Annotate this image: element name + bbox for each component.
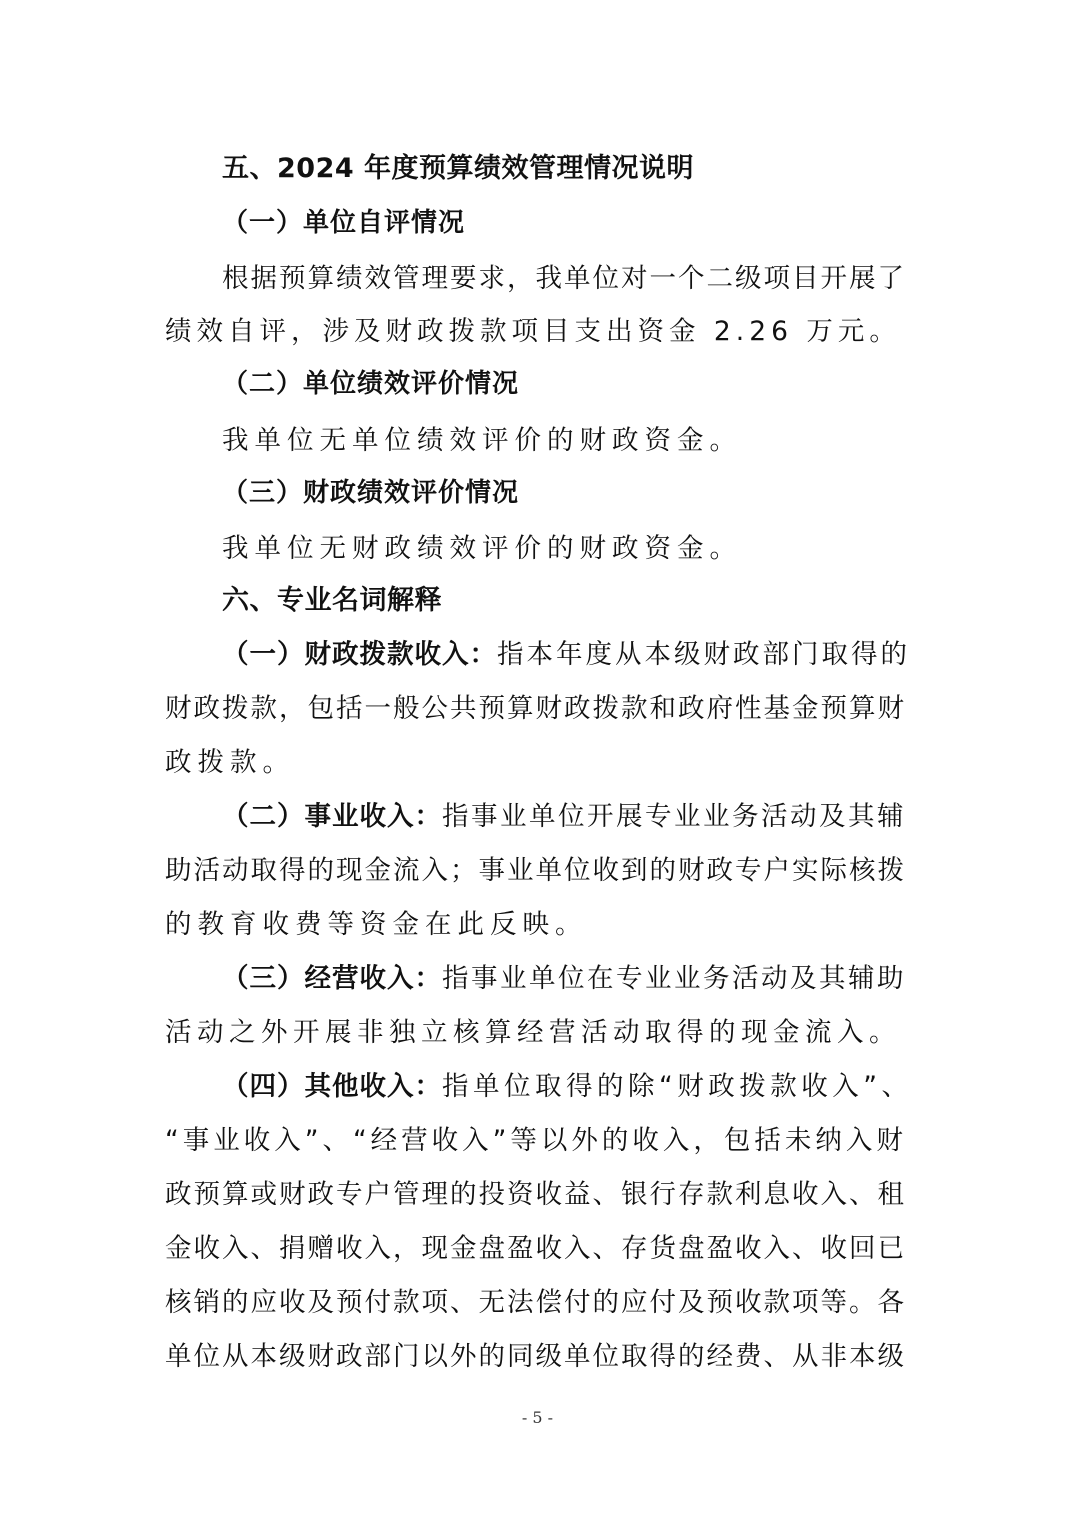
paragraph-line: 的教育收费等资金在此反映。 (165, 909, 588, 940)
definition-term: （四）其他收入： (222, 1071, 442, 1102)
paragraph-line: 核销的应收及预付款项、无法偿付的应付及预收款项等。各 (165, 1287, 906, 1318)
definition-line (222, 794, 906, 833)
paragraph-line: 政预算或财政专户管理的投资收益、银行存款利息收入、租 (165, 1179, 906, 1210)
definition-text: 指单位取得的除“财政拨款收入”、 (442, 1071, 913, 1102)
section-5-2-heading: （二）单位绩效评价情况 (222, 369, 520, 399)
paragraph-line: 我单位无财政绩效评价的财政资金。 (222, 533, 742, 564)
paragraph-line: 助活动取得的现金流入；事业单位收到的财政专户实际核拨 (165, 855, 906, 886)
paragraph-line: 我单位无单位绩效评价的财政资金。 (222, 425, 742, 456)
paragraph-line: 根据预算绩效管理要求，我单位对一个二级项目开展了 (222, 263, 906, 294)
section-5-heading: 五、2024 年度预算绩效管理情况说明 (222, 153, 695, 184)
definition-text: 指事业单位在专业业务活动及其辅助 (442, 963, 906, 994)
definition-line (222, 1064, 912, 1103)
definition-term: （三）经营收入： (222, 963, 442, 994)
definition-term: （一）财政拨款收入： (222, 639, 497, 670)
definition-line (222, 956, 906, 995)
paragraph-line: 单位从本级财政部门以外的同级单位取得的经费、从非本级 (165, 1341, 906, 1372)
paragraph-line: 财政拨款，包括一般公共预算财政拨款和政府性基金预算财 (165, 693, 906, 724)
definition-line (222, 632, 910, 671)
definition-text: 指事业单位开展专业业务活动及其辅 (442, 801, 906, 832)
section-5-3-heading: （三）财政绩效评价情况 (222, 478, 520, 508)
definition-term: （二）事业收入： (222, 801, 442, 832)
section-6-heading: 六、专业名词解释 (222, 585, 442, 616)
paragraph-line: 金收入、捐赠收入，现金盘盈收入、存货盘盈收入、收回已 (165, 1233, 906, 1264)
definition-text: 指本年度从本级财政部门取得的 (497, 639, 910, 670)
page-number: - 5 - (521, 1408, 554, 1427)
paragraph-line: 活动之外开展非独立核算经营活动取得的现金流入。 (165, 1017, 901, 1048)
paragraph-line: 政拨款。 (165, 747, 295, 778)
paragraph-line: 绩效自评，涉及财政拨款项目支出资金 2.26 万元。 (165, 316, 901, 347)
section-5-1-heading: （一）单位自评情况 (222, 208, 466, 238)
paragraph-line: “事业收入”、“经营收入”等以外的收入，包括未纳入财 (165, 1125, 907, 1156)
